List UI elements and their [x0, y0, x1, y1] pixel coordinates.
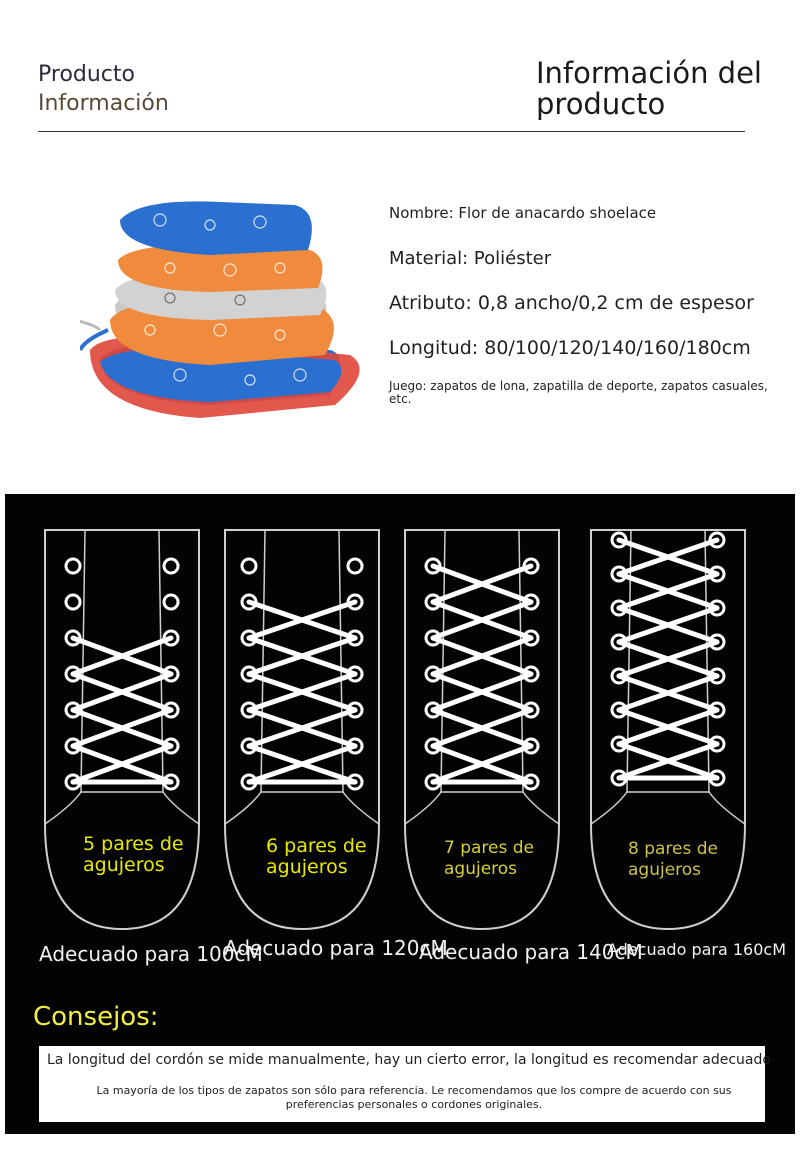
fit-label-100: Adecuado para 100cM — [39, 942, 263, 966]
holes-label-5-line2: agujeros — [83, 854, 165, 876]
holes-label-5 — [83, 834, 184, 876]
spec-material: Material: Poliéster — [389, 248, 552, 269]
holes-label-8-line1: 8 pares de — [628, 839, 719, 859]
header-left-line2: Información — [38, 91, 169, 116]
fit-label-160: Adecuado para 160cM — [607, 940, 787, 959]
holes-label-7-line1: 7 pares de — [444, 838, 535, 858]
holes-label-7-line2: agujeros — [444, 859, 518, 879]
holes-label-6-line2: agujeros — [266, 856, 348, 878]
shoelace-product-image — [80, 180, 380, 450]
spec-use: Juego: zapatos de lona, zapatilla de deporte, zapatos casuales, etc. — [389, 379, 768, 406]
eyelet-unused — [348, 559, 362, 573]
fit-label-140: Adecuado para 140cM — [419, 940, 643, 964]
eyelet-unused — [66, 595, 80, 609]
tips-title: Consejos: — [33, 1002, 159, 1032]
holes-label-6 — [266, 836, 367, 878]
tip-line-1: La longitud del cordón se mide manualmente, hay un cierto error, la longitud es recomendar adecuado — [47, 1052, 771, 1068]
tip-line-2: La mayoría de los tipos de zapatos son sólo para referencia. Le recomendamos que los compre de acuerdo con sus preferencias personales o cordones originales. — [96, 1084, 732, 1111]
lacing-guide-panel — [5, 494, 795, 1134]
eyelet-unused — [66, 559, 80, 573]
eyelet-unused — [164, 595, 178, 609]
holes-label-8-line2: agujeros — [628, 860, 702, 880]
holes-label-8 — [628, 839, 718, 881]
header-left-line1: Producto — [38, 62, 135, 87]
spec-attribute: Atributo: 0,8 ancho/0,2 cm de espesor — [389, 292, 754, 314]
holes-label-7 — [444, 838, 534, 880]
product-info-title: Información del producto — [536, 56, 762, 121]
holes-label-6-line1: 6 pares de — [266, 835, 367, 857]
eyelet-unused — [242, 559, 256, 573]
spec-name: Nombre: Flor de anacardo shoelace — [389, 204, 657, 222]
header-divider — [38, 131, 745, 132]
spec-length: Longitud: 80/100/120/140/160/180cm — [389, 337, 751, 359]
eyelet-unused — [164, 559, 178, 573]
holes-label-5-line1: 5 pares de — [83, 833, 184, 855]
fit-label-120: Adecuado para 120cM — [224, 936, 448, 960]
tips-box — [39, 1046, 771, 1122]
